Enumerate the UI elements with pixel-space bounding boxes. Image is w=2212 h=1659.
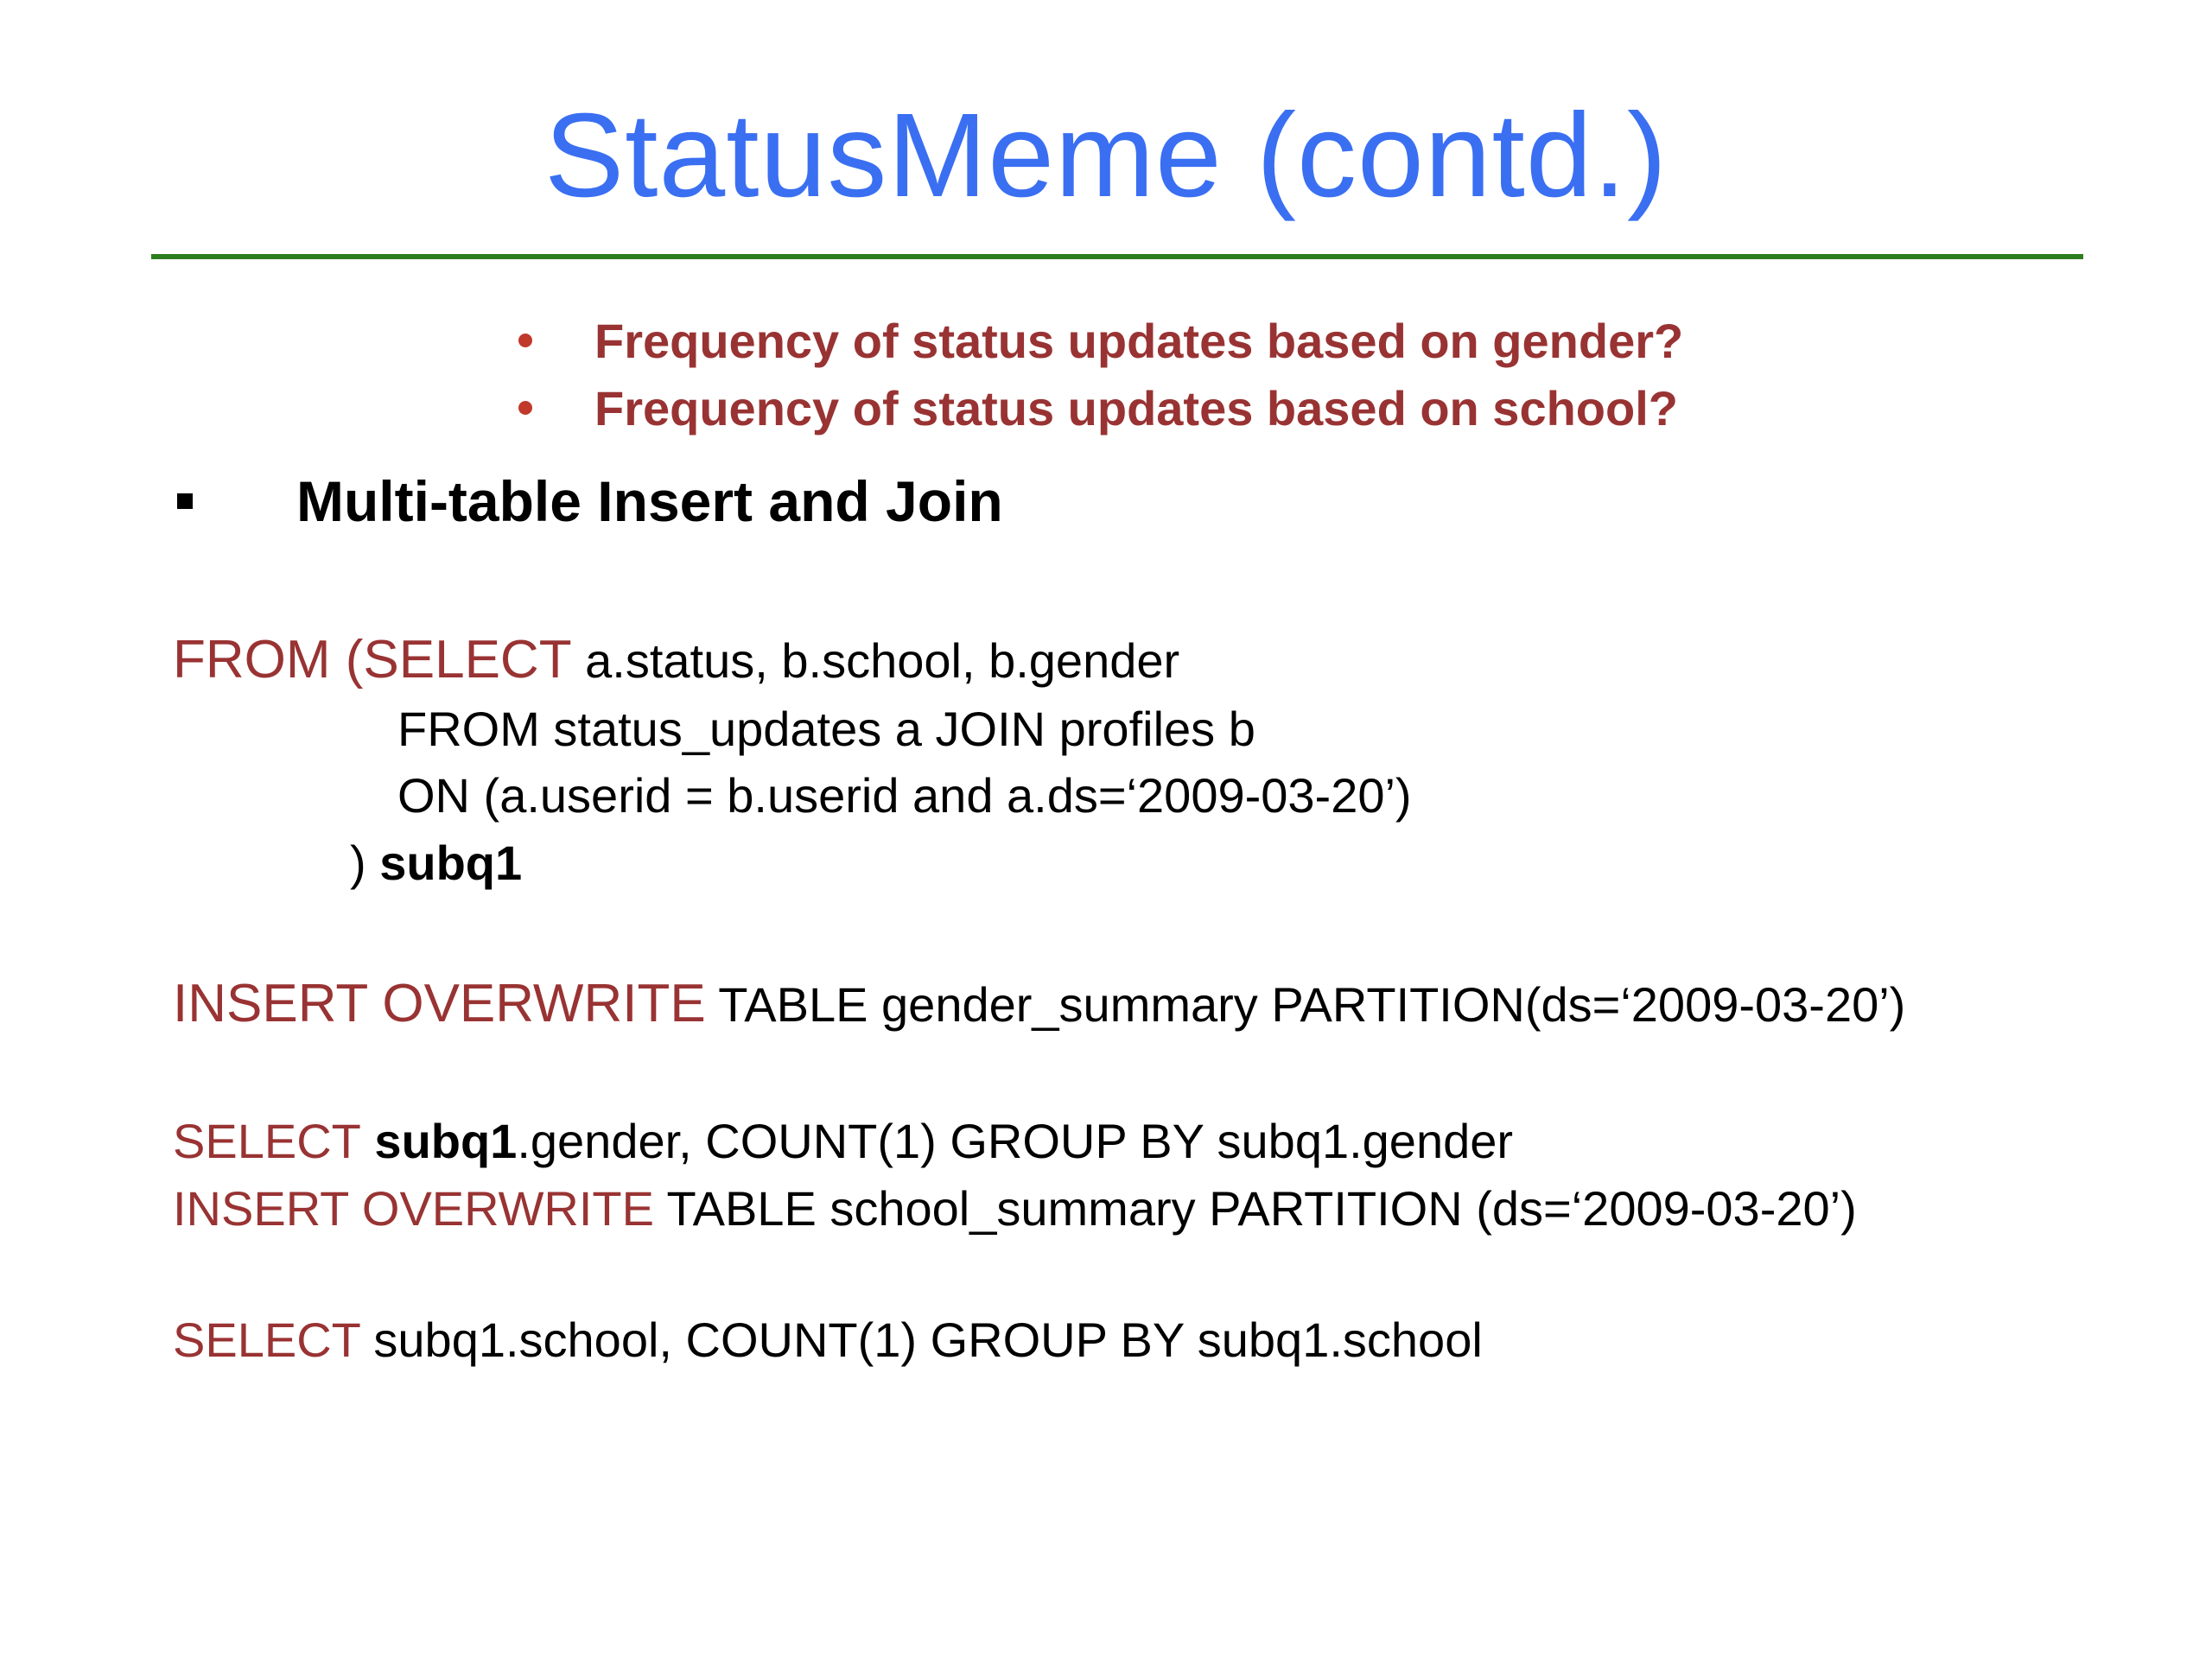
code-text: TABLE gender_summary PARTITION(ds=‘2009-03-20’) <box>705 977 1906 1032</box>
code-text: a.status, b.school, b.gender <box>571 633 1180 688</box>
code-keyword: INSERT OVERWRITE <box>173 974 706 1033</box>
question-item <box>518 307 1683 374</box>
question-text: Frequency of status updates based on gender? <box>594 313 1684 368</box>
square-bullet-icon <box>177 493 193 509</box>
code-keyword: SELECT <box>173 1114 361 1168</box>
code-text: subq1.school, COUNT(1) GROUP BY subq1.school <box>359 1313 1483 1367</box>
code-text: ON (a.userid = b.userid and a.ds=‘2009-03-20’) <box>397 768 1412 823</box>
code-line-7 <box>173 1175 1857 1243</box>
subquery-alias: subq1 <box>379 836 523 890</box>
code-line-3 <box>397 762 1412 830</box>
code-line-2 <box>397 696 1255 763</box>
main-bullet <box>177 467 1003 536</box>
code-keyword: FROM (SELECT <box>173 630 572 690</box>
code-line-6 <box>173 1108 1513 1175</box>
main-bullet-text: Multi-table Insert and Join <box>296 469 1003 533</box>
code-line-1 <box>173 626 1179 695</box>
code-text: FROM status_updates a JOIN profiles b <box>397 702 1255 756</box>
subquery-alias: subq1 <box>360 1114 518 1168</box>
code-keyword: SELECT <box>173 1313 360 1367</box>
bullet-dot-icon <box>518 334 532 347</box>
bullet-dot-icon <box>518 401 532 415</box>
code-line-4 <box>350 830 522 897</box>
question-list <box>518 307 1683 442</box>
code-text: ) <box>350 836 380 890</box>
slide-title: StatusMeme (contd.) <box>544 89 1668 222</box>
code-keyword: INSERT OVERWRITE <box>173 1181 654 1236</box>
code-line-5 <box>173 970 1905 1039</box>
question-text: Frequency of status updates based on school? <box>594 380 1678 435</box>
title-divider <box>151 254 2083 259</box>
code-text: .gender, COUNT(1) GROUP BY subq1.gender <box>517 1114 1514 1168</box>
question-item <box>518 374 1683 442</box>
code-line-8 <box>173 1306 1483 1374</box>
code-text: TABLE school_summary PARTITION (ds=‘2009-03-20’) <box>654 1181 1857 1236</box>
